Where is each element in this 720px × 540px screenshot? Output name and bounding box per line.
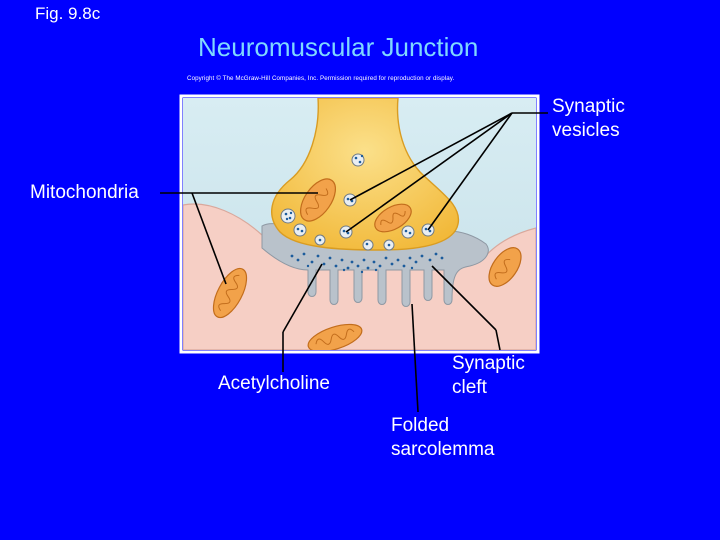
label-mitochondria (30, 181, 139, 205)
label-folded-sarcolemma-line1: Folded (391, 415, 450, 436)
label-synaptic-vesicles-line1: Synaptic (552, 96, 625, 117)
label-synaptic-cleft-line1: Synaptic (452, 353, 525, 374)
label-acetylcholine-text: Acetylcholine (218, 373, 330, 394)
label-synaptic-cleft-line2: cleft (452, 377, 487, 398)
figure-label: Fig. 9.8c (35, 4, 101, 23)
label-mitochondria-text: Mitochondria (30, 182, 139, 203)
label-folded-sarcolemma-line2: sarcolemma (391, 439, 495, 460)
page-title: Neuromuscular Junction (198, 32, 479, 62)
copyright-notice: Copyright © The McGraw-Hill Companies, Inc. Permission required for reproduction or display. (187, 75, 455, 82)
label-synaptic-vesicles (552, 95, 625, 143)
label-synaptic-vesicles-line2: vesicles (552, 120, 620, 141)
label-acetylcholine (218, 372, 330, 396)
label-synaptic-cleft (452, 352, 525, 400)
label-folded-sarcolemma (391, 414, 494, 462)
